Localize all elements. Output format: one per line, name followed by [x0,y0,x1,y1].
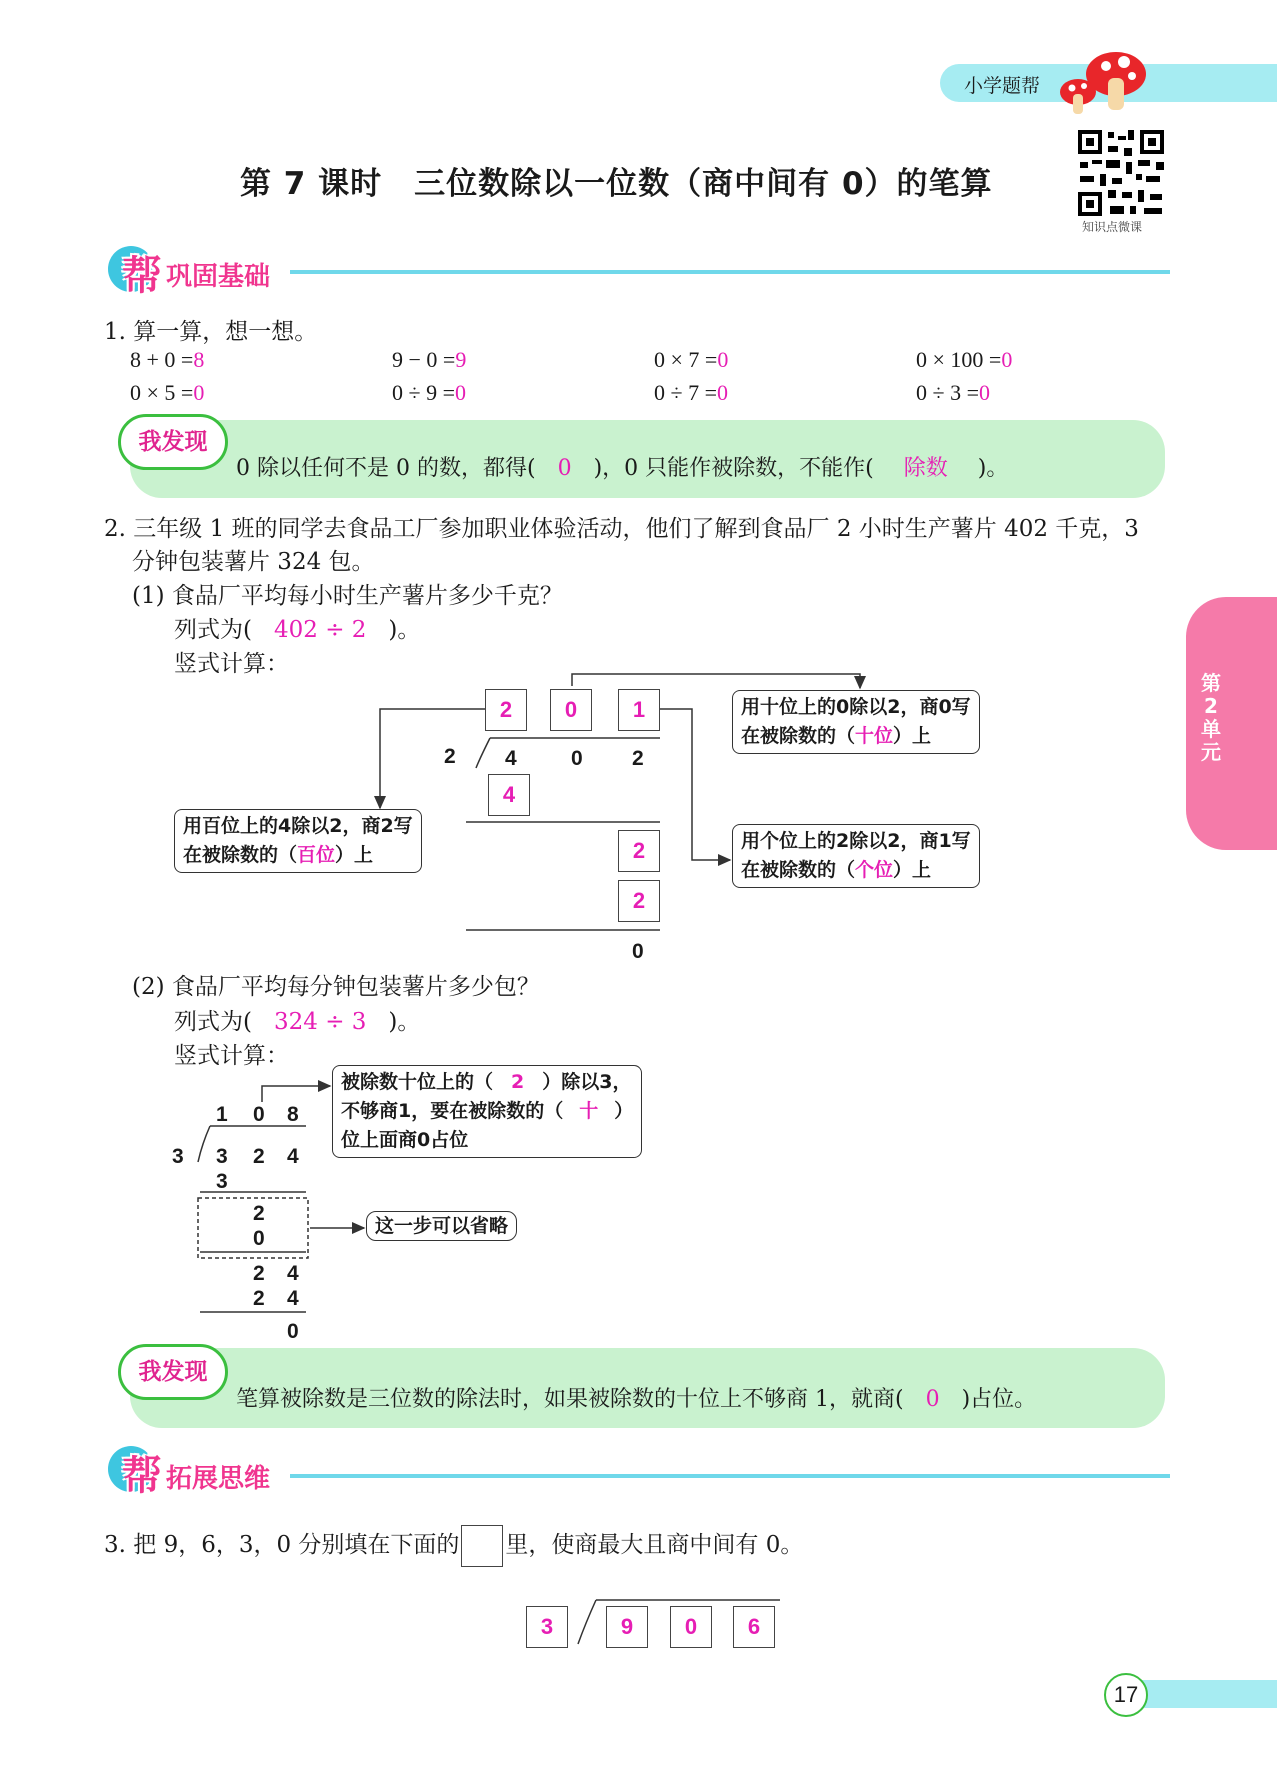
note-omit: 这一步可以省略 [366,1211,517,1241]
note-zero-placeholder: 被除数十位上的（ 2 ）除以3， 不够商1，要在被除数的（ 十 ） 位上面商0占位 [332,1065,642,1158]
q1-r2-c3: 0 ÷ 7 =0 [654,380,728,405]
divisor: 2 [444,745,456,768]
quotient-ones-box[interactable]: 1 [618,689,660,731]
unit-side-label: 第2单元 [1201,671,1221,764]
q2-prompt-line1: 2. 三年级 1 班的同学去食品工厂参加职业体验活动，他们了解到食品厂 2 小时生产薯片 402 千克，3 [104,516,1139,542]
p2-quotient-tens: 0 [253,1103,265,1126]
note-hundreds: 用百位上的4除以2，商2写 在被除数的（百位）上 [174,809,422,873]
p2-divisor: 3 [172,1145,184,1168]
p2-row24a-ones: 4 [287,1262,299,1285]
p2-remainder: 0 [287,1320,299,1343]
p2-omit-row1: 2 [253,1202,265,1225]
section-divider-2 [290,1474,1170,1478]
discovery-badge: 我发现 [118,414,228,470]
q1-r1-c3: 0 × 7 =0 [654,347,729,372]
discovery-text-2: 笔算被除数是三位数的除法时，如果被除数的十位上不够商 1，就商( 0 )占位。 [236,1387,1037,1412]
step-bringdown-box[interactable]: 2 [618,830,660,872]
page-title: 第 7 课时 三位数除以一位数（商中间有 0）的笔算 [240,166,993,202]
q2-part1-question: (1) 食品厂平均每小时生产薯片多少千克？ [132,583,563,609]
p2-quotient-hundreds: 1 [216,1103,228,1126]
dividend-hundreds: 4 [505,747,517,770]
blank-box-sample [461,1525,503,1567]
p2-row24a-tens: 2 [253,1262,265,1285]
q1-r1-c2: 9 − 0 =9 [392,347,467,372]
q1-r2-c2: 0 ÷ 9 =0 [392,380,466,405]
q2-part1-formula: 列式为( 402 ÷ 2 )。 [174,617,421,643]
dividend-tens: 0 [571,747,583,770]
p2-omit-row2: 0 [253,1227,265,1250]
step-product2-box[interactable]: 2 [618,880,660,922]
q3-dividend-hundreds-box[interactable]: 9 [606,1606,648,1648]
q1-r2-c4: 0 ÷ 3 =0 [916,380,990,405]
q2-part1-vertical-label: 竖式计算： [174,651,289,677]
p2-sub1: 3 [216,1170,228,1193]
quotient-hundreds-box[interactable]: 2 [485,689,527,731]
q2-part2-vertical-label: 竖式计算： [174,1043,289,1069]
p2-dividend-ones: 4 [287,1145,299,1168]
dividend-ones: 2 [632,747,644,770]
p2-row24b-tens: 2 [253,1287,265,1310]
page-number: 17 [1104,1673,1148,1717]
section-extend-title: 拓展思维 [166,1464,271,1494]
q2-part2-question: (2) 食品厂平均每分钟包装薯片多少包？ [132,974,540,1000]
q3-dividend-ones-box[interactable]: 6 [733,1606,775,1648]
p2-row24b-ones: 4 [287,1287,299,1310]
qr-caption: 知识点微课 [1082,220,1143,234]
p2-quotient-ones: 8 [287,1103,299,1126]
q2-part2-formula: 列式为( 324 ÷ 3 )。 [174,1009,421,1035]
p2-dividend-tens: 2 [253,1145,265,1168]
brand-name: 小学题帮 [964,75,1041,97]
q1-r1-c1: 8 + 0 =8 [130,347,205,372]
q3-dividend-tens-box[interactable]: 0 [670,1606,712,1648]
p2-dividend-hundreds: 3 [216,1145,228,1168]
q1-r2-c1: 0 × 5 =0 [130,380,205,405]
section-bang-2: 帮 [122,1453,162,1499]
note-ones: 用个位上的2除以2，商1写 在被除数的（个位）上 [732,824,980,888]
discovery-text: 0 除以任何不是 0 的数，都得( 0 )，0 只能作被除数，不能作( 除数 )。 [236,456,1009,481]
q1-prompt: 1. 算一算，想一想。 [104,319,318,345]
remainder: 0 [632,940,644,963]
q3-divisor-box[interactable]: 3 [526,1606,568,1648]
section-bang: 帮 [122,253,162,299]
discovery-badge-2: 我发现 [118,1344,228,1400]
q2-prompt-line2: 分钟包装薯片 324 包。 [132,549,375,575]
quotient-tens-box[interactable]: 0 [550,689,592,731]
q1-r1-c4: 0 × 100 =0 [916,347,1013,372]
note-tens: 用十位上的0除以2，商0写 在被除数的（十位）上 [732,690,980,754]
q3-prompt: 3. 把 9，6，3，0 分别填在下面的 里，使商最大且商中间有 0。 [104,1525,803,1567]
step-product-box[interactable]: 4 [488,774,530,816]
section-basics-title: 巩固基础 [166,262,271,292]
